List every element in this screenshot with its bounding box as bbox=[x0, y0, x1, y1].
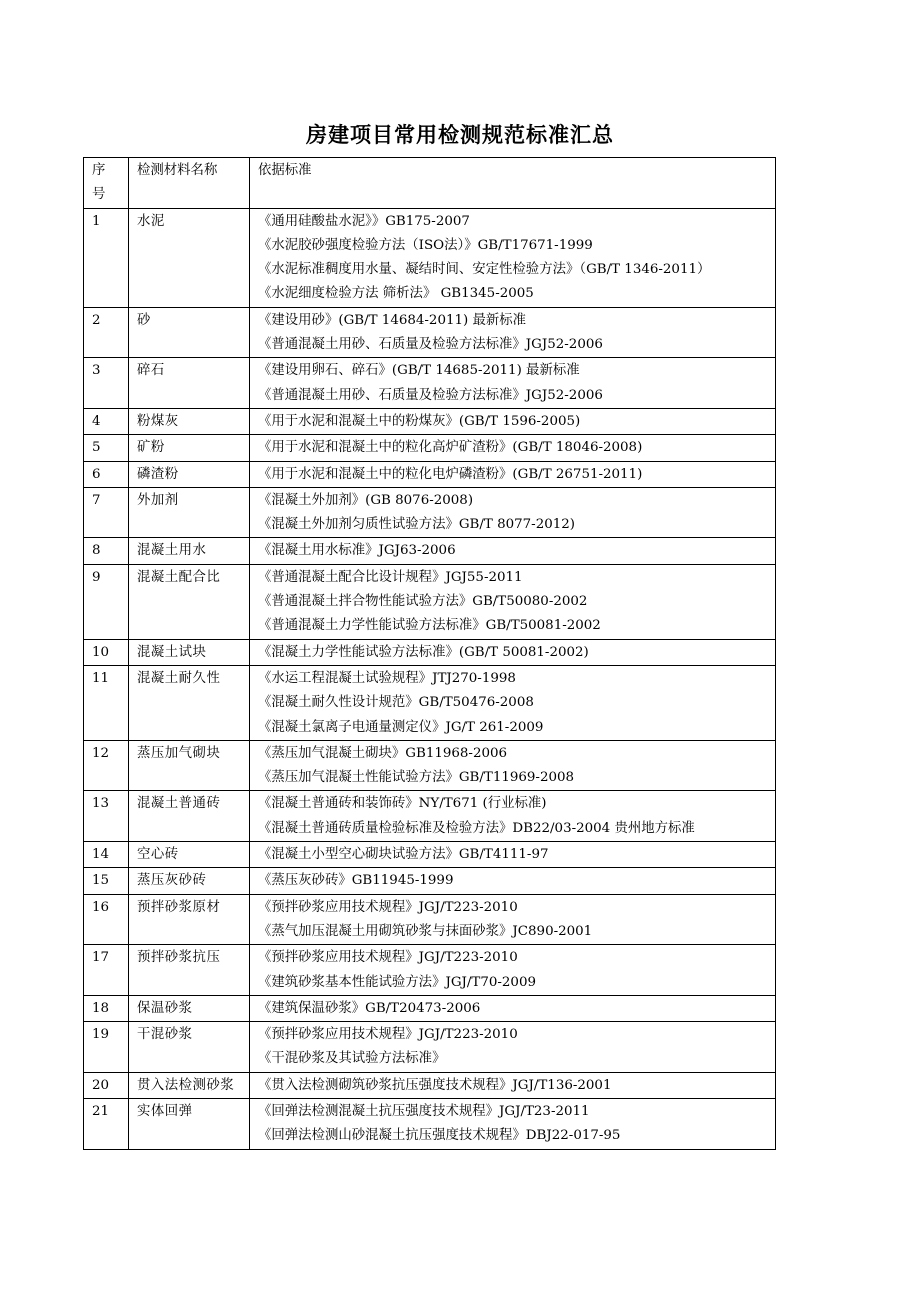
material-name: 碎石 bbox=[129, 358, 250, 409]
standards-table bbox=[83, 157, 776, 1150]
standard-entry: 《预拌砂浆应用技术规程》JGJ/T223-2010 bbox=[258, 899, 518, 915]
material-name: 矿粉 bbox=[129, 435, 250, 461]
standard-entry: 《建筑砂浆基本性能试验方法》JGJ/T70-2009 bbox=[258, 974, 536, 990]
standard-entry: 《水泥胶砂强度检验方法（ISO法）》GB/T17671-1999 bbox=[258, 237, 593, 253]
standard-entry: 《蒸压加气混凝土砌块》GB11968-2006 bbox=[258, 745, 508, 761]
standard-entry: 《用于水泥和混凝土中的粉煤灰》(GB/T 1596-2005) bbox=[258, 413, 581, 429]
table-row bbox=[84, 461, 776, 487]
standards-cell bbox=[250, 945, 776, 996]
row-number: 16 bbox=[84, 894, 129, 945]
standard-entry: 《蒸压加气混凝土性能试验方法》GB/T11969-2008 bbox=[258, 770, 575, 786]
header-no: 序号 bbox=[84, 158, 129, 209]
header-standard: 依据标准 bbox=[250, 158, 776, 209]
standard-entry: 《干混砂浆及其试验方法标准》 bbox=[258, 1051, 446, 1067]
standard-entry: 《普通混凝土用砂、石质量及检验方法标准》JGJ52-2006 bbox=[258, 337, 603, 353]
material-name: 保温砂浆 bbox=[129, 995, 250, 1021]
standard-entry: 《水泥细度检验方法 筛析法》 GB1345-2005 bbox=[258, 286, 534, 302]
table-body bbox=[84, 208, 776, 1149]
standard-entry: 《用于水泥和混凝土中的粒化电炉磷渣粉》(GB/T 26751-2011) bbox=[258, 466, 643, 482]
standard-entry: 《混凝土外加剂匀质性试验方法》GB/T 8077-2012) bbox=[258, 517, 575, 533]
table-row bbox=[84, 208, 776, 307]
header-material: 检测材料名称 bbox=[129, 158, 250, 209]
table-row bbox=[84, 740, 776, 791]
row-number: 3 bbox=[84, 358, 129, 409]
material-name: 混凝土普通砖 bbox=[129, 791, 250, 842]
standards-cell bbox=[250, 538, 776, 564]
standard-entry: 《用于水泥和混凝土中的粒化高炉矿渣粉》(GB/T 18046-2008) bbox=[258, 440, 643, 456]
standard-entry: 《混凝土小型空心砌块试验方法》GB/T4111-97 bbox=[258, 847, 549, 863]
standard-entry: 《普通混凝土配合比设计规程》JGJ55-2011 bbox=[258, 569, 523, 585]
standards-cell bbox=[250, 740, 776, 791]
material-name: 粉煤灰 bbox=[129, 408, 250, 434]
standards-cell bbox=[250, 461, 776, 487]
material-name: 实体回弹 bbox=[129, 1098, 250, 1149]
material-name: 混凝土试块 bbox=[129, 639, 250, 665]
table-row bbox=[84, 307, 776, 358]
row-number: 8 bbox=[84, 538, 129, 564]
material-name: 磷渣粉 bbox=[129, 461, 250, 487]
standards-cell bbox=[250, 487, 776, 538]
standard-entry: 《预拌砂浆应用技术规程》JGJ/T223-2010 bbox=[258, 950, 518, 966]
page-title: 房建项目常用检测规范标准汇总 bbox=[306, 123, 614, 147]
standards-cell bbox=[250, 1072, 776, 1098]
standard-entry: 《混凝土普通砖和装饰砖》NY/T671 (行业标准) bbox=[258, 796, 547, 812]
standard-entry: 《混凝土氯离子电通量测定仪》JG/T 261-2009 bbox=[258, 719, 544, 735]
standards-cell bbox=[250, 435, 776, 461]
standards-cell bbox=[250, 208, 776, 307]
row-number: 19 bbox=[84, 1022, 129, 1073]
row-number: 14 bbox=[84, 842, 129, 868]
standard-entry: 《回弹法检测山砂混凝土抗压强度技术规程》DBJ22-017-95 bbox=[258, 1128, 621, 1144]
table-row bbox=[84, 408, 776, 434]
row-number: 10 bbox=[84, 639, 129, 665]
row-number: 20 bbox=[84, 1072, 129, 1098]
material-name: 砂 bbox=[129, 307, 250, 358]
standards-cell bbox=[250, 791, 776, 842]
standard-entry: 《混凝土用水标准》JGJ63-2006 bbox=[258, 543, 456, 559]
table-row bbox=[84, 945, 776, 996]
table-row bbox=[84, 538, 776, 564]
table-row bbox=[84, 894, 776, 945]
row-number: 12 bbox=[84, 740, 129, 791]
standard-entry: 《混凝土外加剂》(GB 8076-2008) bbox=[258, 492, 474, 508]
standard-entry: 《普通混凝土用砂、石质量及检验方法标准》JGJ52-2006 bbox=[258, 387, 603, 403]
standard-entry: 《回弹法检测混凝土抗压强度技术规程》JGJ/T23-2011 bbox=[258, 1103, 590, 1119]
standard-entry: 《混凝土耐久性设计规范》GB/T50476-2008 bbox=[258, 695, 534, 711]
standard-entry: 《蒸压灰砂砖》GB11945-1999 bbox=[258, 873, 454, 889]
standards-cell bbox=[250, 408, 776, 434]
row-number: 9 bbox=[84, 564, 129, 639]
standard-entry: 《混凝土力学性能试验方法标准》(GB/T 50081-2002) bbox=[258, 644, 589, 660]
standard-entry: 《建设用砂》(GB/T 14684-2011) 最新标准 bbox=[258, 312, 527, 328]
material-name: 蒸压加气砌块 bbox=[129, 740, 250, 791]
standard-entry: 《普通混凝土力学性能试验方法标准》GB/T50081-2002 bbox=[258, 618, 601, 634]
standard-entry: 《普通混凝土拌合物性能试验方法》GB/T50080-2002 bbox=[258, 594, 588, 610]
standard-entry: 《贯入法检测砌筑砂浆抗压强度技术规程》JGJ/T136-2001 bbox=[258, 1077, 612, 1093]
standards-cell bbox=[250, 307, 776, 358]
table-row bbox=[84, 358, 776, 409]
material-name: 贯入法检测砂浆 bbox=[129, 1072, 250, 1098]
table-row bbox=[84, 1072, 776, 1098]
table-row bbox=[84, 639, 776, 665]
standards-cell bbox=[250, 894, 776, 945]
standards-cell bbox=[250, 1022, 776, 1073]
standard-entry: 《建筑保温砂浆》GB/T20473-2006 bbox=[258, 1000, 481, 1016]
material-name: 混凝土耐久性 bbox=[129, 665, 250, 740]
standard-entry: 《水运工程混凝土试验规程》JTJ270-1998 bbox=[258, 670, 516, 686]
standards-cell bbox=[250, 358, 776, 409]
table-row bbox=[84, 995, 776, 1021]
standard-entry: 《水泥标准稠度用水量、凝结时间、安定性检验方法》（GB/T 1346-2011） bbox=[258, 262, 711, 278]
material-name: 混凝土用水 bbox=[129, 538, 250, 564]
row-number: 4 bbox=[84, 408, 129, 434]
standard-entry: 《蒸气加压混凝土用砌筑砂浆与抹面砂浆》JC890-2001 bbox=[258, 923, 593, 939]
material-name: 蒸压灰砂砖 bbox=[129, 868, 250, 894]
row-number: 13 bbox=[84, 791, 129, 842]
standard-entry: 《建设用卵石、碎石》(GB/T 14685-2011) 最新标准 bbox=[258, 363, 580, 379]
standards-cell bbox=[250, 639, 776, 665]
table-header-row bbox=[84, 158, 776, 209]
row-number: 1 bbox=[84, 208, 129, 307]
row-number: 11 bbox=[84, 665, 129, 740]
table-row bbox=[84, 842, 776, 868]
table-row bbox=[84, 487, 776, 538]
material-name: 干混砂浆 bbox=[129, 1022, 250, 1073]
row-number: 2 bbox=[84, 307, 129, 358]
table-row bbox=[84, 665, 776, 740]
table-row bbox=[84, 868, 776, 894]
material-name: 混凝土配合比 bbox=[129, 564, 250, 639]
row-number: 15 bbox=[84, 868, 129, 894]
standard-entry: 《通用硅酸盐水泥》》GB175-2007 bbox=[258, 213, 470, 229]
material-name: 预拌砂浆抗压 bbox=[129, 945, 250, 996]
standards-cell bbox=[250, 842, 776, 868]
row-number: 7 bbox=[84, 487, 129, 538]
table-row bbox=[84, 1022, 776, 1073]
standard-entry: 《混凝土普通砖质量检验标准及检验方法》DB22/03-2004 贵州地方标准 bbox=[258, 820, 695, 836]
standards-cell bbox=[250, 868, 776, 894]
standards-cell bbox=[250, 564, 776, 639]
material-name: 水泥 bbox=[129, 208, 250, 307]
row-number: 6 bbox=[84, 461, 129, 487]
material-name: 预拌砂浆原材 bbox=[129, 894, 250, 945]
row-number: 5 bbox=[84, 435, 129, 461]
standards-cell bbox=[250, 665, 776, 740]
row-number: 17 bbox=[84, 945, 129, 996]
material-name: 空心砖 bbox=[129, 842, 250, 868]
row-number: 21 bbox=[84, 1098, 129, 1149]
row-number: 18 bbox=[84, 995, 129, 1021]
table-row bbox=[84, 1098, 776, 1149]
standards-cell bbox=[250, 1098, 776, 1149]
table-row bbox=[84, 435, 776, 461]
table-row bbox=[84, 564, 776, 639]
standard-entry: 《预拌砂浆应用技术规程》JGJ/T223-2010 bbox=[258, 1027, 518, 1043]
material-name: 外加剂 bbox=[129, 487, 250, 538]
standards-cell bbox=[250, 995, 776, 1021]
table-row bbox=[84, 791, 776, 842]
